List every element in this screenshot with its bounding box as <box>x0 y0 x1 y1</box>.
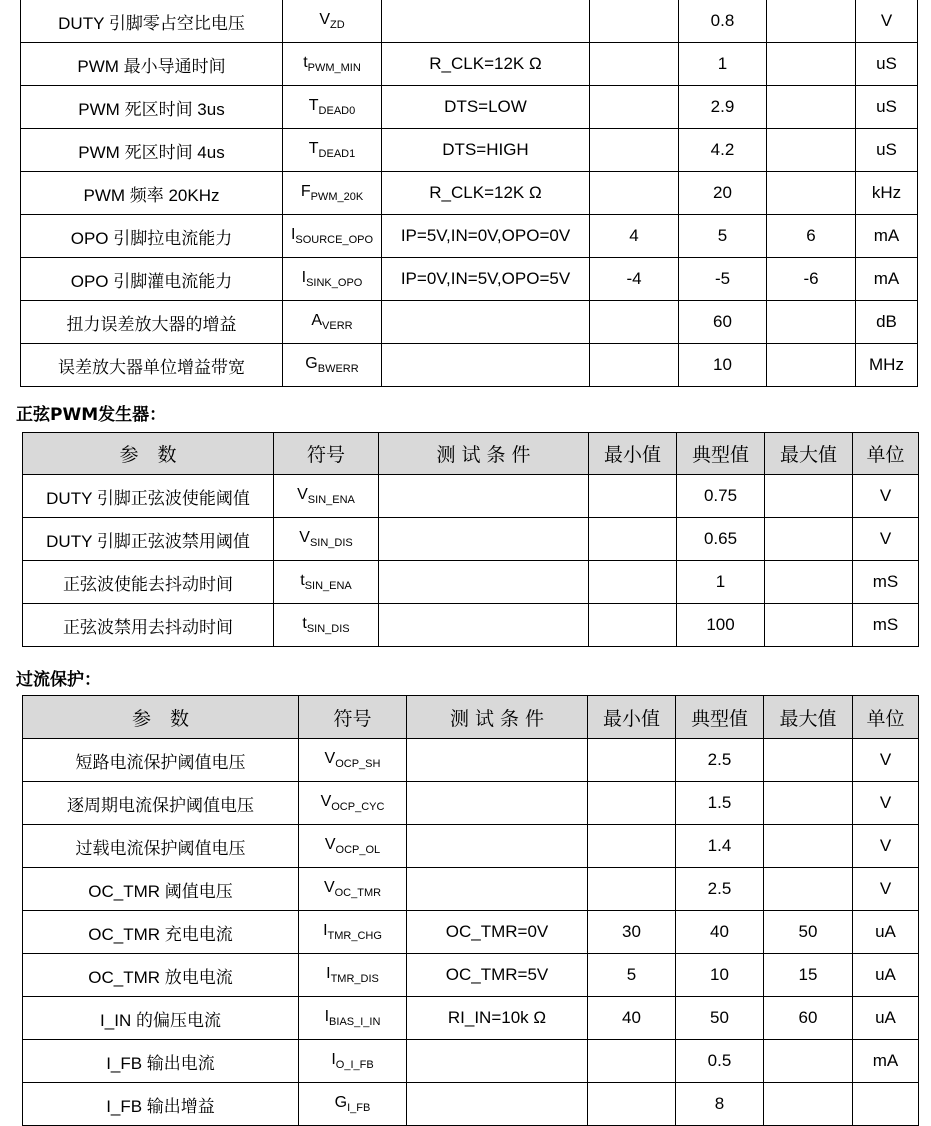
cell-typ: 40 <box>676 911 764 954</box>
cell-min: 40 <box>588 997 676 1040</box>
symbol-subscript: SIN_ENA <box>304 580 352 592</box>
table-row <box>23 475 919 518</box>
table-row <box>23 1083 919 1126</box>
cell-symbol <box>299 782 407 825</box>
cell-unit: V <box>853 825 919 868</box>
section-title-overcurrent: 过流保护： <box>16 670 101 690</box>
cell-min <box>588 825 676 868</box>
symbol-main: I <box>290 226 296 243</box>
cell-parameter: OC_TMR 放电电流 <box>23 954 299 997</box>
cell-condition <box>407 868 588 911</box>
cell-min <box>590 344 679 387</box>
cell-min <box>590 301 679 344</box>
cell-symbol <box>299 954 407 997</box>
cell-condition <box>407 739 588 782</box>
symbol-subscript: OCP_OL <box>335 844 381 856</box>
symbol-main: A <box>311 312 323 329</box>
cell-symbol <box>299 739 407 782</box>
table-row <box>21 86 918 129</box>
header-min: 最小值 <box>588 696 676 739</box>
cell-unit: V <box>853 868 919 911</box>
cell-condition <box>379 604 589 647</box>
cell-typ: 5 <box>679 215 767 258</box>
cell-parameter: PWM 最小导通时间 <box>21 43 283 86</box>
cell-symbol <box>283 344 382 387</box>
symbol-subscript: TMR_DIS <box>330 973 379 985</box>
cell-unit: uS <box>856 43 918 86</box>
cell-typ: 0.8 <box>679 0 767 43</box>
cell-unit: V <box>853 782 919 825</box>
symbol-main: G <box>334 1094 348 1111</box>
cell-max: 6 <box>767 215 856 258</box>
symbol-subscript: OCP_CYC <box>331 801 385 813</box>
table-row <box>23 1040 919 1083</box>
cell-parameter: 扭力误差放大器的增益 <box>21 301 283 344</box>
symbol-main: T <box>308 97 319 114</box>
header-max: 最大值 <box>765 433 853 475</box>
symbol-subscript: SIN_DIS <box>306 623 350 635</box>
symbol-main: F <box>300 183 311 200</box>
cell-symbol <box>283 86 382 129</box>
cell-parameter: OPO 引脚灌电流能力 <box>21 258 283 301</box>
cell-symbol <box>274 518 379 561</box>
header-typ: 典型值 <box>677 433 765 475</box>
symbol-main: V <box>319 11 330 28</box>
table-row <box>21 43 918 86</box>
table-row <box>21 258 918 301</box>
cell-condition: R_CLK=12K Ω <box>382 172 590 215</box>
cell-condition <box>379 561 589 604</box>
table-row <box>23 782 919 825</box>
header-unit: 单位 <box>853 696 919 739</box>
cell-condition: DTS=HIGH <box>382 129 590 172</box>
cell-condition <box>379 518 589 561</box>
cell-condition <box>382 344 590 387</box>
symbol-subscript: O_I_FB <box>335 1059 374 1071</box>
cell-min: 30 <box>588 911 676 954</box>
cell-typ: 1 <box>677 561 765 604</box>
cell-parameter: OC_TMR 充电电流 <box>23 911 299 954</box>
cell-min <box>589 604 677 647</box>
cell-condition <box>382 0 590 43</box>
table-header-row <box>23 433 919 475</box>
cell-parameter: I_FB 输出增益 <box>23 1083 299 1126</box>
cell-max <box>764 739 853 782</box>
cell-symbol <box>283 0 382 43</box>
table-header-row <box>23 696 919 739</box>
cell-unit: mS <box>853 604 919 647</box>
cell-condition: OC_TMR=5V <box>407 954 588 997</box>
cell-unit: kHz <box>856 172 918 215</box>
table-row <box>23 868 919 911</box>
cell-typ: 0.65 <box>677 518 765 561</box>
table-row <box>23 997 919 1040</box>
cell-parameter: 过载电流保护阈值电压 <box>23 825 299 868</box>
cell-unit: mA <box>853 1040 919 1083</box>
table-row <box>21 172 918 215</box>
cell-min: 5 <box>588 954 676 997</box>
cell-symbol <box>299 868 407 911</box>
cell-max <box>767 172 856 215</box>
cell-typ: 0.5 <box>676 1040 764 1083</box>
cell-max <box>767 129 856 172</box>
cell-symbol <box>283 301 382 344</box>
cell-symbol <box>274 475 379 518</box>
cell-min <box>589 561 677 604</box>
cell-unit: uS <box>856 129 918 172</box>
cell-max <box>767 43 856 86</box>
header-param: 参 数 <box>23 433 274 475</box>
cell-typ: 0.75 <box>677 475 765 518</box>
cell-min <box>588 782 676 825</box>
cell-condition <box>407 825 588 868</box>
cell-typ: 8 <box>676 1083 764 1126</box>
cell-max <box>765 604 853 647</box>
table-row <box>23 561 919 604</box>
header-symbol: 符号 <box>299 696 407 739</box>
symbol-main: V <box>299 529 310 546</box>
cell-typ: 60 <box>679 301 767 344</box>
cell-min <box>590 129 679 172</box>
symbol-main: V <box>323 879 335 896</box>
symbol-subscript: I_FB <box>347 1102 371 1114</box>
cell-typ: 2.9 <box>679 86 767 129</box>
cell-min <box>590 0 679 43</box>
table-row <box>21 215 918 258</box>
cell-unit: V <box>853 475 919 518</box>
electrical-spec-table-overcurrent <box>22 695 919 1126</box>
symbol-main: I <box>331 1051 336 1068</box>
cell-typ: 2.5 <box>676 868 764 911</box>
cell-unit <box>853 1083 919 1126</box>
symbol-main: G <box>305 355 318 372</box>
header-condition: 测 试 条 件 <box>379 433 589 475</box>
cell-max <box>767 344 856 387</box>
cell-parameter: PWM 死区时间 4us <box>21 129 283 172</box>
cell-symbol <box>283 258 382 301</box>
cell-parameter: PWM 频率 20KHz <box>21 172 283 215</box>
cell-symbol <box>283 172 382 215</box>
cell-unit: uS <box>856 86 918 129</box>
cell-unit: V <box>853 739 919 782</box>
symbol-subscript: TMR_CHG <box>327 930 382 942</box>
cell-min <box>588 739 676 782</box>
cell-parameter: PWM 死区时间 3us <box>21 86 283 129</box>
cell-typ: 50 <box>676 997 764 1040</box>
symbol-main: I <box>324 1008 330 1025</box>
section-title-sine-pwm: 正弦PWM发生器： <box>16 405 167 425</box>
symbol-main: t <box>303 54 308 71</box>
cell-symbol <box>274 604 379 647</box>
cell-condition <box>379 475 589 518</box>
symbol-main: V <box>320 793 332 810</box>
cell-min <box>588 1040 676 1083</box>
symbol-subscript: SIN_ENA <box>307 494 355 506</box>
cell-max: 50 <box>764 911 853 954</box>
cell-unit: mA <box>856 215 918 258</box>
table-row <box>21 301 918 344</box>
header-condition: 测 试 条 件 <box>407 696 588 739</box>
cell-unit: V <box>853 518 919 561</box>
cell-max <box>765 475 853 518</box>
cell-typ: 1 <box>679 43 767 86</box>
header-unit: 单位 <box>853 433 919 475</box>
cell-parameter: DUTY 引脚正弦波禁用阈值 <box>23 518 274 561</box>
symbol-main: I <box>326 965 331 982</box>
cell-max <box>767 86 856 129</box>
cell-typ: 2.5 <box>676 739 764 782</box>
table-row <box>23 911 919 954</box>
cell-unit: dB <box>856 301 918 344</box>
table-row <box>23 604 919 647</box>
cell-parameter: 正弦波使能去抖动时间 <box>23 561 274 604</box>
symbol-main: V <box>297 486 308 503</box>
cell-parameter: DUTY 引脚正弦波使能阈值 <box>23 475 274 518</box>
symbol-main: t <box>300 572 305 589</box>
cell-typ: 20 <box>679 172 767 215</box>
symbol-subscript: PWM_MIN <box>307 62 361 74</box>
cell-typ: 1.5 <box>676 782 764 825</box>
symbol-subscript: SINK_OPO <box>306 277 363 289</box>
table-row <box>23 739 919 782</box>
table-row <box>21 344 918 387</box>
symbol-subscript: DEAD1 <box>318 148 356 160</box>
cell-parameter: 逐周期电流保护阈值电压 <box>23 782 299 825</box>
cell-condition <box>407 782 588 825</box>
table-row <box>23 518 919 561</box>
cell-unit: uA <box>853 954 919 997</box>
symbol-subscript: PWM_20K <box>310 191 364 203</box>
cell-typ: 10 <box>679 344 767 387</box>
cell-condition <box>382 301 590 344</box>
cell-max <box>767 301 856 344</box>
cell-min <box>590 172 679 215</box>
cell-parameter: 短路电流保护阈值电压 <box>23 739 299 782</box>
cell-symbol <box>299 1083 407 1126</box>
header-param: 参 数 <box>23 696 299 739</box>
cell-min: -4 <box>590 258 679 301</box>
cell-max <box>764 825 853 868</box>
cell-min <box>589 518 677 561</box>
electrical-spec-table-pwm <box>20 0 918 387</box>
cell-typ: 10 <box>676 954 764 997</box>
cell-max <box>764 868 853 911</box>
cell-typ: 1.4 <box>676 825 764 868</box>
cell-symbol <box>274 561 379 604</box>
table-row <box>21 0 918 43</box>
cell-condition <box>407 1040 588 1083</box>
header-symbol: 符号 <box>274 433 379 475</box>
cell-symbol <box>283 215 382 258</box>
cell-unit: MHz <box>856 344 918 387</box>
symbol-main: I <box>301 269 307 286</box>
cell-symbol <box>299 911 407 954</box>
cell-min: 4 <box>590 215 679 258</box>
cell-max <box>764 1083 853 1126</box>
table-row <box>23 825 919 868</box>
cell-unit: uA <box>853 911 919 954</box>
symbol-main: t <box>302 615 307 632</box>
symbol-main: V <box>324 836 336 853</box>
cell-condition: OC_TMR=0V <box>407 911 588 954</box>
symbol-subscript: VERR <box>322 320 353 332</box>
cell-min <box>589 475 677 518</box>
table-row <box>21 129 918 172</box>
cell-condition: DTS=LOW <box>382 86 590 129</box>
cell-condition <box>407 1083 588 1126</box>
symbol-subscript: DEAD0 <box>318 105 356 117</box>
symbol-subscript: SOURCE_OPO <box>295 234 374 246</box>
cell-symbol <box>299 997 407 1040</box>
cell-parameter: I_FB 输出电流 <box>23 1040 299 1083</box>
cell-symbol <box>283 43 382 86</box>
cell-symbol <box>283 129 382 172</box>
cell-max: -6 <box>767 258 856 301</box>
symbol-subscript: ZD <box>330 19 345 31</box>
cell-symbol <box>299 825 407 868</box>
cell-parameter: DUTY 引脚零占空比电压 <box>21 0 283 43</box>
symbol-subscript: SIN_DIS <box>309 537 353 549</box>
symbol-subscript: OC_TMR <box>334 887 382 899</box>
cell-unit: V <box>856 0 918 43</box>
symbol-subscript: BWERR <box>317 363 359 375</box>
cell-typ: -5 <box>679 258 767 301</box>
header-min: 最小值 <box>589 433 677 475</box>
cell-condition: IP=0V,IN=5V,OPO=5V <box>382 258 590 301</box>
cell-min <box>588 1083 676 1126</box>
cell-min <box>588 868 676 911</box>
cell-parameter: I_IN 的偏压电流 <box>23 997 299 1040</box>
cell-typ: 100 <box>677 604 765 647</box>
cell-symbol <box>299 1040 407 1083</box>
cell-unit: uA <box>853 997 919 1040</box>
symbol-main: I <box>323 922 328 939</box>
symbol-subscript: OCP_SH <box>335 758 381 770</box>
cell-condition: R_CLK=12K Ω <box>382 43 590 86</box>
cell-unit: mA <box>856 258 918 301</box>
cell-parameter: OPO 引脚拉电流能力 <box>21 215 283 258</box>
header-typ: 典型值 <box>676 696 764 739</box>
table-row <box>23 954 919 997</box>
cell-min <box>590 86 679 129</box>
cell-max: 15 <box>764 954 853 997</box>
symbol-subscript: BIAS_I_IN <box>329 1016 381 1028</box>
cell-max <box>767 0 856 43</box>
cell-condition: RI_IN=10k Ω <box>407 997 588 1040</box>
cell-max <box>765 561 853 604</box>
symbol-main: T <box>308 140 319 157</box>
electrical-spec-table-sine-pwm <box>22 432 919 647</box>
cell-parameter: 误差放大器单位增益带宽 <box>21 344 283 387</box>
cell-min <box>590 43 679 86</box>
cell-unit: mS <box>853 561 919 604</box>
cell-max <box>765 518 853 561</box>
cell-max <box>764 782 853 825</box>
cell-max <box>764 1040 853 1083</box>
cell-parameter: 正弦波禁用去抖动时间 <box>23 604 274 647</box>
cell-max: 60 <box>764 997 853 1040</box>
cell-condition: IP=5V,IN=0V,OPO=0V <box>382 215 590 258</box>
cell-typ: 4.2 <box>679 129 767 172</box>
symbol-main: V <box>324 750 336 767</box>
cell-parameter: OC_TMR 阈值电压 <box>23 868 299 911</box>
header-max: 最大值 <box>764 696 853 739</box>
